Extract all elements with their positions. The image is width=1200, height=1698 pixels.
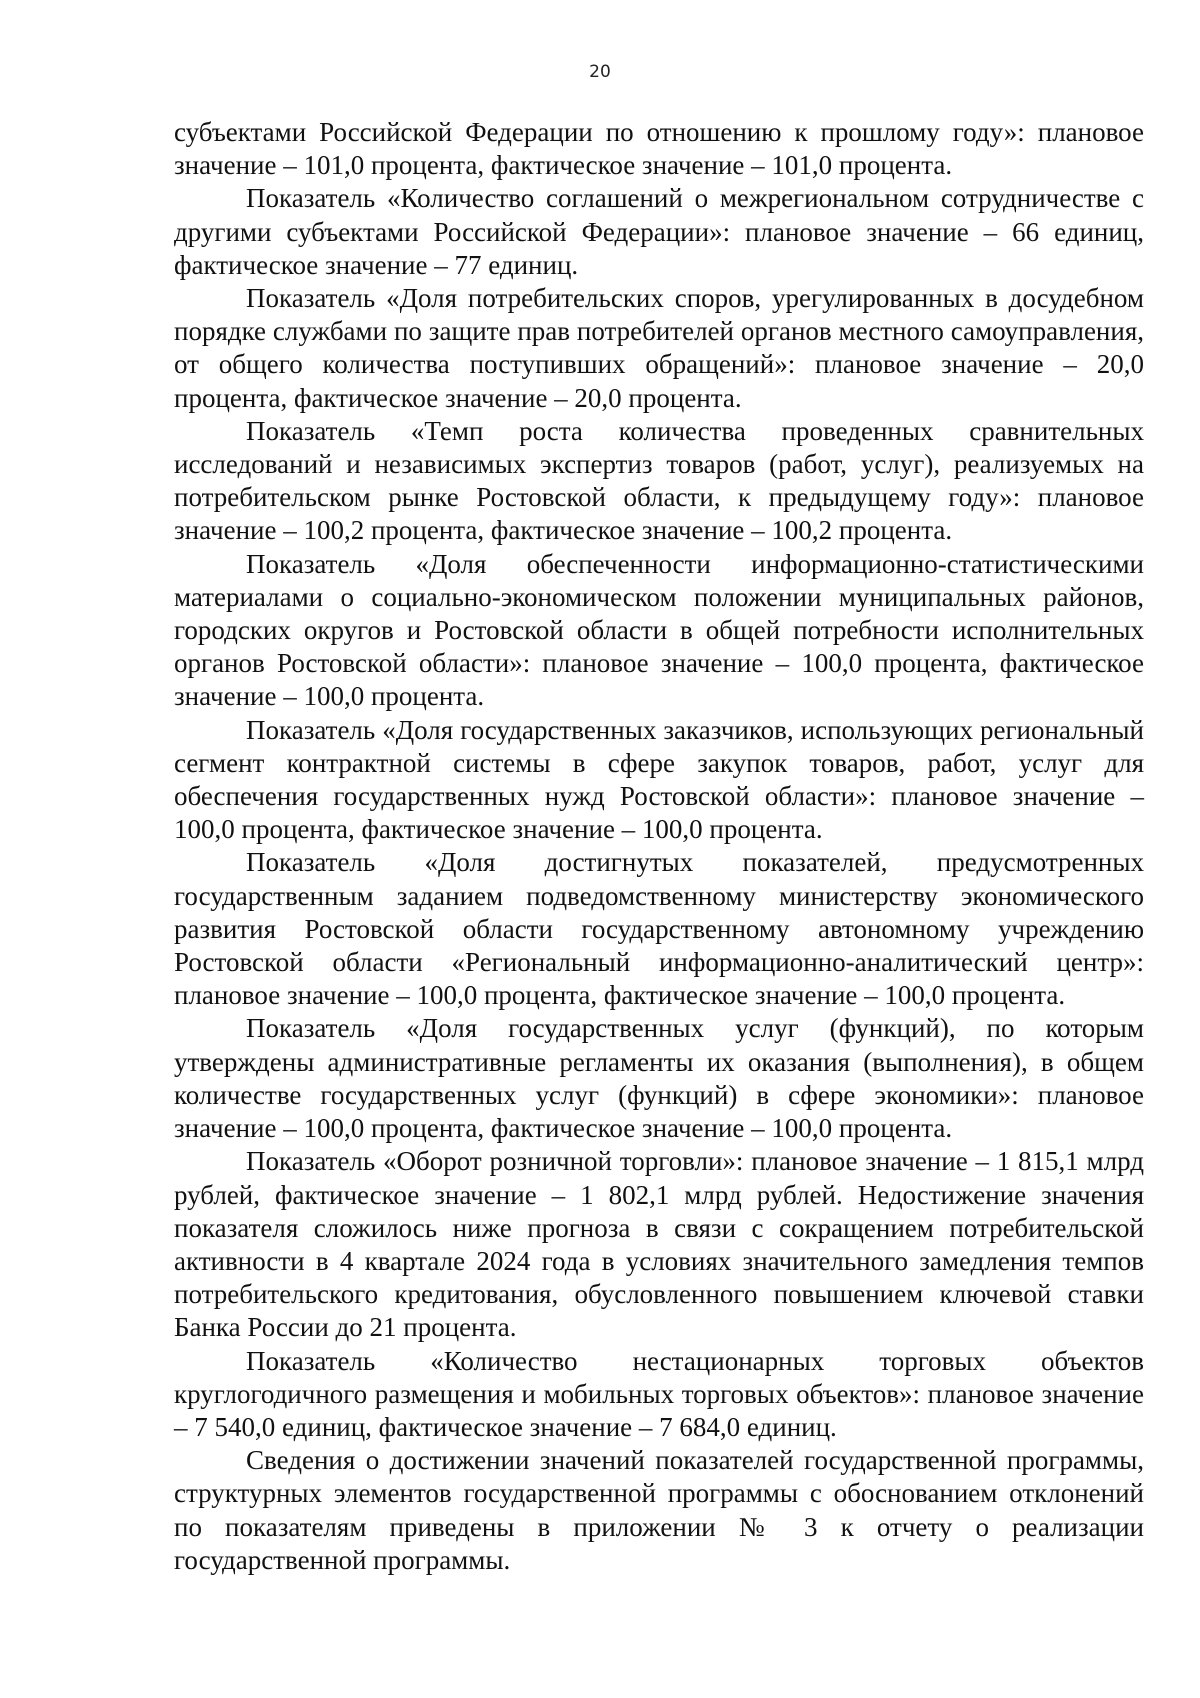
paragraph-consumer-disputes: Показатель «Доля потребительских споров, урегулированных в досудебном порядке службами по защите прав потребителей органов местного самоуправления, от общего количества поступивших обращений»: плановое значение – 20,0 процента, фактическое значение – 20,0 процента. <box>174 283 1144 413</box>
paragraph-administrative-regulations: Показатель «Доля государственных услуг (функций), по которым утверждены административные регламенты их оказания (выполнения), в общем количестве государственных услуг (функций) в сфере экономики»: плановое значение – 100,0 процента, фактическое значение – 100,0 процента. <box>174 1013 1144 1144</box>
paragraph-retail-turnover: Показатель «Оборот розничной торговли»: плановое значение – 1 815,1 млрд рублей, фактическое значение – 1 802,1 млрд рублей. Недостижение значения показателя сложилось ниже прогноза в связи с сокращением потребительской активности в 4 квартале 2024 года в условиях значительного замедления темпов потребительского кредитования, обусловленного повышением ключевой ставки Банка России до 21 процента. <box>174 1146 1144 1343</box>
paragraph-appendix-reference: Сведения о достижении значений показателей государственной программы, структурных элементов государственной программы с обоснованием отклонений по показателям приведены в приложении № 3 к отчету о реализации государственной программы. <box>174 1445 1144 1575</box>
paragraph-state-customers: Показатель «Доля государственных заказчиков, использующих региональный сегмент контрактной системы в сфере закупок товаров, работ, услуг для обеспечения государственных нужд Ростовской области»: плановое значение – 100,0 процента, фактическое значение – 100,0 процента. <box>174 714 1144 845</box>
page-number: 20 <box>589 62 611 82</box>
document-body <box>174 116 1144 1577</box>
paragraph-state-assignment: Показатель «Доля достигнутых показателей, предусмотренных государственным заданием подведомственному министерству экономического развития Ростовской области государственному автономному учреждению Ростовской области «Региональный информационно-аналитический центр»: плановое значение – 100,0 процента, фактическое значение – 100,0 процента. <box>174 847 1144 1011</box>
paragraph-non-stationary-objects: Показатель «Количество нестационарных торговых объектов круглогодичного размещения и мобильных торговых объектов»: плановое значение – 7 540,0 единиц, фактическое значение – 7 684,0 единиц. <box>174 1345 1144 1442</box>
paragraph-continuation: субъектами Российской Федерации по отношению к прошлому году»: плановое значение – 101,0 процента, фактическое значение – 101,0 процента. <box>174 117 1144 181</box>
paragraph-interregional-agreements: Показатель «Количество соглашений о межрегиональном сотрудничестве с другими субъектами Российской Федерации»: плановое значение – 66 единиц, фактическое значение – 77 единиц. <box>174 183 1144 280</box>
paragraph-comparative-studies: Показатель «Темп роста количества проведенных сравнительных исследований и независимых экспертиз товаров (работ, услуг), реализуемых на потребительском рынке Ростовской области, к предыдущему году»: плановое значение – 100,2 процента, фактическое значение – 100,2 процента. <box>174 415 1144 546</box>
paragraph-statistical-materials: Показатель «Доля обеспеченности информационно-статистическими материалами о социально-экономическом положении муниципальных районов, городских округов и Ростовской области в общей потребности исполнительных органов Ростовской области»: плановое значение – 100,0 процента, фактическое значение – 100,0 процента. <box>174 548 1144 712</box>
